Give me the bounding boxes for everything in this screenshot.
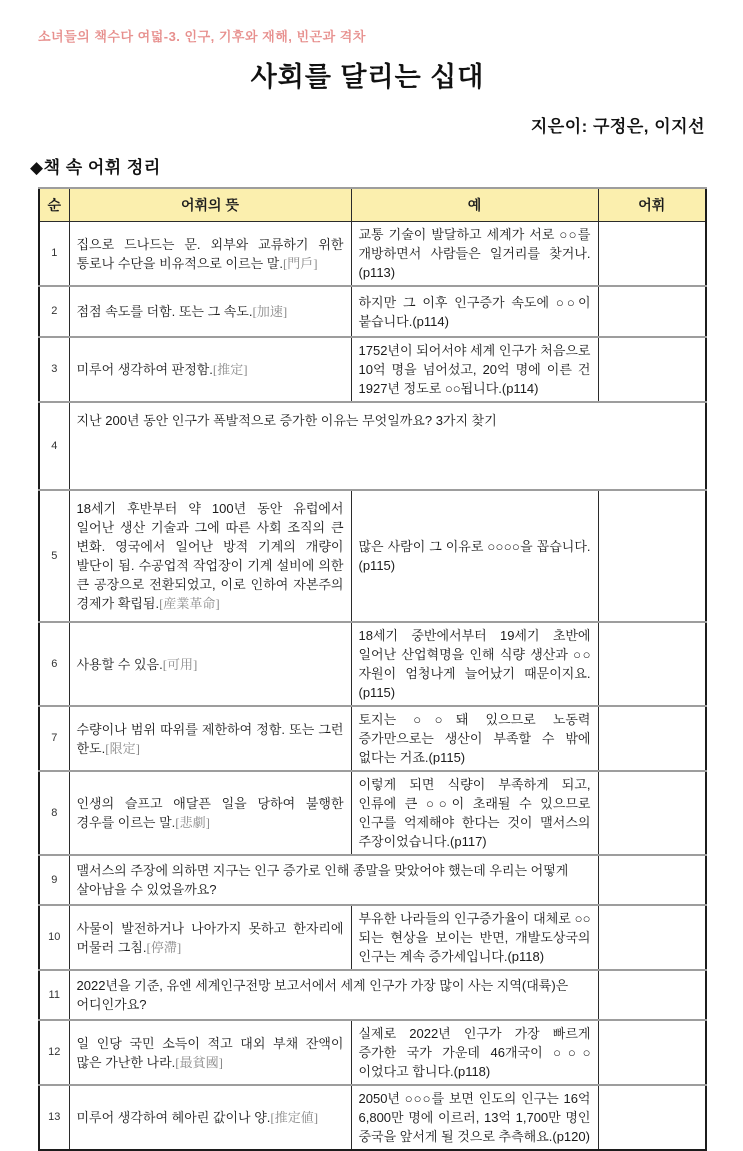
row-number-cell: 4	[39, 402, 69, 490]
header-row	[39, 188, 706, 222]
example-cell: 이렇게 되면 식량이 부족하게 되고, 인류에 큰 ○○이 초래될 수 있으므로 인구를 억제해야 한다는 것이 맬서스의 주장이었습니다.(p117)	[351, 771, 598, 855]
example-cell: 하지만 그 이후 인구증가 속도에 ○○이 붙습니다.(p114)	[351, 286, 598, 337]
row-number-cell: 3	[39, 337, 69, 402]
row-number-cell: 12	[39, 1020, 69, 1085]
word-answer-cell	[598, 222, 706, 287]
page-title: 사회를 달리는 십대	[250, 62, 485, 92]
table-row	[39, 706, 706, 771]
series-line: 소녀들의 책수다 여덟-3. 인구, 기후와 재해, 빈곤과 격차	[38, 29, 366, 44]
hanja-label: [最貧國]	[175, 1054, 223, 1070]
vocab-table-body	[39, 222, 706, 1151]
word-answer-cell	[598, 490, 706, 622]
meaning-text: 집으로 드나드는 문. 외부와 교류하기 위한 통로나 수단을 비유적으로 이르는 말.	[76, 236, 344, 271]
section-heading: ◆책 속 어휘 정리	[30, 158, 161, 177]
meaning-text: 18세기 후반부터 약 100년 동안 유럽에서 일어난 생산 기술과 그에 따른 사회 조직의 큰 변화. 영국에서 일어난 방적 기계의 개량이 발단이 됨. 수공업적 작업장이 기계 설비에 의한 큰 공장으로 전환되었고, 이로 인하여 자본주의 경제가 확립됨.	[76, 501, 344, 611]
meaning-text: 점점 속도를 더함. 또는 그 속도.	[76, 304, 253, 319]
hanja-label: [推定]	[212, 362, 248, 377]
example-cell: 2050년 ○○○를 보면 인도의 인구는 16억 6,800만 명에 이르러, 13억 1,700만 명인 중국을 앞서게 될 것으로 추측해요.(p120)	[351, 1085, 598, 1150]
table-row	[39, 286, 706, 337]
table-row	[39, 402, 706, 490]
hanja-label: [限定]	[105, 740, 140, 756]
column-header-example: 예	[351, 188, 598, 222]
meaning-cell	[69, 905, 351, 970]
meaning-text: 미루어 생각하여 판정함.	[76, 362, 213, 377]
vocab-table-header	[39, 188, 706, 222]
word-answer-cell	[598, 855, 706, 905]
hanja-label: [可用]	[162, 656, 198, 672]
meaning-cell	[69, 1085, 351, 1150]
example-cell: 많은 사람이 그 이유로 ○○○○을 꼽습니다.(p115)	[351, 490, 598, 622]
meaning-cell	[69, 1020, 351, 1085]
meaning-text: 일 인당 국민 소득이 적고 대외 부채 잔액이 많은 가난한 나라.	[76, 1035, 344, 1070]
row-number-cell: 6	[39, 622, 69, 706]
row-number-cell: 5	[39, 490, 69, 622]
meaning-text: 미루어 생각하여 헤아린 값이나 양.	[76, 1110, 271, 1125]
meaning-cell	[69, 771, 351, 855]
author-line: 지은이: 구정은, 이지선	[530, 117, 705, 136]
word-answer-cell	[598, 771, 706, 855]
table-row	[39, 1020, 706, 1085]
example-cell: 토지는 ○○돼 있으므로 노동력 증가만으로는 생산이 부족할 수 밖에 없다는 거죠.(p115)	[351, 706, 598, 771]
column-header-word: 어휘	[598, 188, 706, 222]
table-row	[39, 905, 706, 970]
word-answer-cell	[598, 706, 706, 771]
meaning-text: 인생의 슬프고 애달픈 일을 당하여 불행한 경우를 이르는 말.	[76, 796, 344, 830]
meaning-text: 사물이 발전하거나 나아가지 못하고 한자리에 머물러 그침.	[76, 920, 344, 955]
table-row	[39, 222, 706, 287]
hanja-label: [悲劇]	[175, 815, 210, 830]
word-answer-cell	[598, 970, 706, 1020]
example-cell: 실제로 2022년 인구가 가장 빠르게 증가한 국가 가운데 46개국이 ○○○이었다고 합니다.(p118)	[351, 1020, 598, 1085]
question-cell: 맬서스의 주장에 의하면 지구는 인구 증가로 인해 종말을 맞았어야 했는데 우리는 어떻게 살아남을 수 있었을까요?	[69, 855, 598, 905]
meaning-cell	[69, 490, 351, 622]
row-number-cell: 2	[39, 286, 69, 337]
vocab-table	[38, 187, 707, 1151]
row-number-cell: 13	[39, 1085, 69, 1150]
example-cell: 18세기 중반에서부터 19세기 초반에 일어난 산업혁명을 인해 식량 생산과 ○○ 자원이 엄청나게 늘어났기 때문이지요.(p115)	[351, 622, 598, 706]
table-row	[39, 1085, 706, 1150]
table-row	[39, 337, 706, 402]
row-number-cell: 8	[39, 771, 69, 855]
row-number-cell: 7	[39, 706, 69, 771]
hanja-label: [停滯]	[146, 939, 182, 955]
example-cell: 1752년이 되어서야 세계 인구가 처음으로 10억 명을 넘어섰고, 20억 명에 이른 건 1927년 정도로 ○○됩니다.(p114)	[351, 337, 598, 402]
table-row	[39, 622, 706, 706]
column-header-meaning: 어휘의 뜻	[69, 188, 351, 222]
meaning-text: 수량이나 범위 따위를 제한하여 정함. 또는 그런 한도.	[76, 721, 344, 756]
meaning-cell	[69, 706, 351, 771]
word-answer-cell	[598, 905, 706, 970]
table-row	[39, 771, 706, 855]
word-answer-cell	[598, 1020, 706, 1085]
table-row	[39, 490, 706, 622]
hanja-label: [産業革命]	[159, 596, 220, 611]
table-row	[39, 970, 706, 1020]
word-answer-cell	[598, 1085, 706, 1150]
question-cell: 2022년을 기준, 유엔 세계인구전망 보고서에서 세계 인구가 가장 많이 사는 지역(대륙)은 어디인가요?	[69, 970, 598, 1020]
row-number-cell: 9	[39, 855, 69, 905]
example-cell: 부유한 나라들의 인구증가율이 대체로 ○○되는 현상을 보이는 반면, 개발도상국의 인구는 계속 증가세입니다.(p118)	[351, 905, 598, 970]
hanja-label: [加速]	[252, 304, 288, 319]
hanja-label: [門戶]	[282, 255, 318, 271]
table-row	[39, 855, 706, 905]
example-cell: 교통 기술이 발달하고 세계가 서로 ○○를 개방하면서 사람들은 일거리를 찾거나.(p113)	[351, 222, 598, 287]
meaning-cell	[69, 286, 351, 337]
row-number-cell: 11	[39, 970, 69, 1020]
row-number-cell: 10	[39, 905, 69, 970]
word-answer-cell	[598, 622, 706, 706]
meaning-text: 사용할 수 있음.	[76, 656, 163, 672]
row-number-cell: 1	[39, 222, 69, 287]
question-cell: 지난 200년 동안 인구가 폭발적으로 증가한 이유는 무엇일까요? 3가지 찾기	[69, 402, 706, 490]
meaning-cell	[69, 337, 351, 402]
hanja-label: [推定値]	[270, 1110, 319, 1125]
word-answer-cell	[598, 337, 706, 402]
column-header-no: 순	[39, 188, 69, 222]
word-answer-cell	[598, 286, 706, 337]
meaning-cell	[69, 222, 351, 287]
meaning-cell	[69, 622, 351, 706]
